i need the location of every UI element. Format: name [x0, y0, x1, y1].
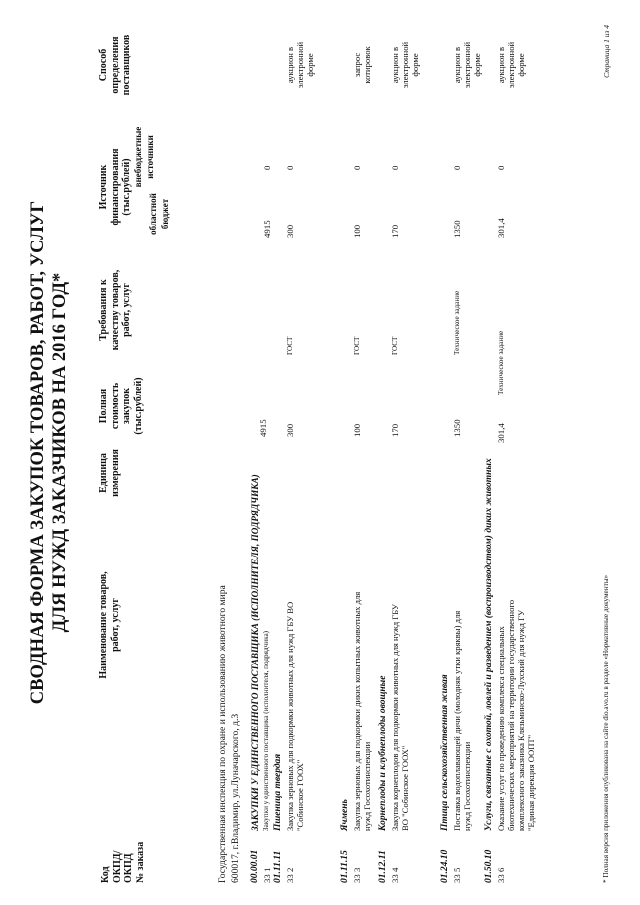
- row-code: 00.00.01: [250, 849, 260, 883]
- row-code: 01.11.11: [273, 850, 283, 883]
- header-source-budget: областной бюджет: [148, 193, 170, 235]
- budget-value: 170: [390, 224, 400, 238]
- method-value: аукцион в электронной форме: [496, 41, 526, 89]
- method-value: аукцион в электронной форме: [452, 41, 482, 89]
- requirement-value: Техническое задание: [497, 330, 505, 395]
- row-title: Услуги, связанные с охотой, ловлей и разведением (воспроизводством) диких животных: [484, 458, 494, 831]
- order-number: 33 3: [352, 867, 362, 883]
- header-cost: Полная стоимость закупок (тыс.рублей): [98, 377, 144, 435]
- header-requirements: Требования к качеству товаров, работ, услуг: [98, 269, 132, 351]
- row-title: Корнеплоды и клубнеплоды овощные: [378, 675, 388, 831]
- extra-value: 0: [285, 165, 295, 170]
- cost-value: 100: [352, 423, 362, 437]
- extra-value: 0: [452, 165, 462, 170]
- budget-value: 100: [352, 224, 362, 238]
- row-title: ЗАКУПКИ У ЕДИНСТВЕННОГО ПОСТАВЩИКА (ИСПОЛНИТЕЛЯ, ПОДРЯДЧИКА): [250, 474, 260, 831]
- footnote: * Полная версия приложения опубликована на сайте dio.avo.ru в разделе «Нормативные документы»: [602, 574, 610, 883]
- row-title: Пшеница твердая: [273, 753, 283, 831]
- order-number: 33 4: [390, 867, 400, 883]
- extra-value: 0: [496, 165, 506, 170]
- item-description: Оказание услуг по проведению комплекса специальных биотехнических мероприятий на территории государственного комплексного заказника Клязьминско-Лухский для нужд ГУ "Единая дирекция ООПТ": [496, 599, 536, 831]
- order-number: 33 2: [285, 867, 295, 883]
- cost-value: 1350: [452, 419, 462, 437]
- header-name: Наименование товаров, работ, услуг: [98, 571, 121, 679]
- row-code: 01.11.15: [340, 850, 350, 883]
- item-description: Закупка корнеплодов для подкормки животных для нужд ГБУ ВО "Собинское ГООХ": [390, 604, 410, 831]
- item-description: Закупки у единственного поставщика (исполнителя, подрядчика): [262, 630, 270, 831]
- order-number: 33 5: [452, 867, 462, 883]
- document-title-line1: СВОДНАЯ ФОРМА ЗАКУПОК ТОВАРОВ, РАБОТ, УСЛУГ: [28, 200, 48, 705]
- header-source: Источник финансирования (тыс.рублей): [98, 148, 132, 226]
- requirement-value: Техническое задание: [453, 290, 461, 355]
- requirement-value: ГОСТ: [353, 336, 361, 355]
- row-title: Ячмень: [340, 799, 350, 831]
- row-code: 01.24.10: [440, 849, 450, 883]
- budget-value: 301,4: [496, 218, 506, 238]
- row-title: Птица сельскохозяйственная живая: [440, 674, 450, 831]
- customer-name: Государственная инспекция по охране и использованию животного мира: [217, 585, 228, 883]
- cost-value: 170: [390, 423, 400, 437]
- header-code: Код ОКПД/ ОКПД № заказа: [100, 841, 146, 883]
- row-total: 4915: [258, 419, 268, 437]
- header-unit: Единица измерения: [98, 449, 121, 497]
- cost-value: 300: [285, 423, 295, 437]
- method-value: аукцион в электронной форме: [285, 41, 315, 89]
- row-code: 01.12.11: [378, 850, 388, 883]
- customer-address: 600017, г.Владимир, ул.Луначарского, д.3: [230, 713, 241, 883]
- document-title-line2: ДЛЯ НУЖД ЗАКАЗЧИКОВ НА 2016 ГОД*: [50, 272, 70, 633]
- method-value: запрос котировок: [352, 46, 372, 84]
- item-description: Закупка зерновых для подкормки диких копытных животных для нужд Госохотинспекции: [352, 591, 372, 831]
- order-number: 33 1: [262, 867, 272, 883]
- page-number: Страница 1 из 4: [602, 25, 611, 78]
- order-number: 33 6: [496, 867, 506, 883]
- budget-value: 300: [285, 224, 295, 238]
- item-description: Поставка водоплавающей дичи (молодняк утки кряквы) для нужд Госохотинспекции: [452, 610, 472, 831]
- budget-value: 1350: [452, 220, 462, 238]
- extra-value: 0: [390, 165, 400, 170]
- cost-value: 301,4: [496, 423, 506, 443]
- extra-value: 0: [352, 165, 362, 170]
- budget-value: 4915: [262, 220, 272, 238]
- requirement-value: ГОСТ: [391, 336, 399, 355]
- row-code: 01.50.10: [484, 849, 494, 883]
- header-method: Способ определения поставщиков: [98, 34, 132, 96]
- extra-value: 0: [262, 165, 272, 170]
- requirement-value: ГОСТ: [286, 336, 294, 355]
- header-source-extra: внебюджетные источники: [133, 126, 155, 188]
- method-value: аукцион в электронной форме: [390, 41, 420, 89]
- item-description: Закупка зерновых для подкормки животных для нужд ГБУ ВО "Собинское ГООХ": [285, 601, 305, 831]
